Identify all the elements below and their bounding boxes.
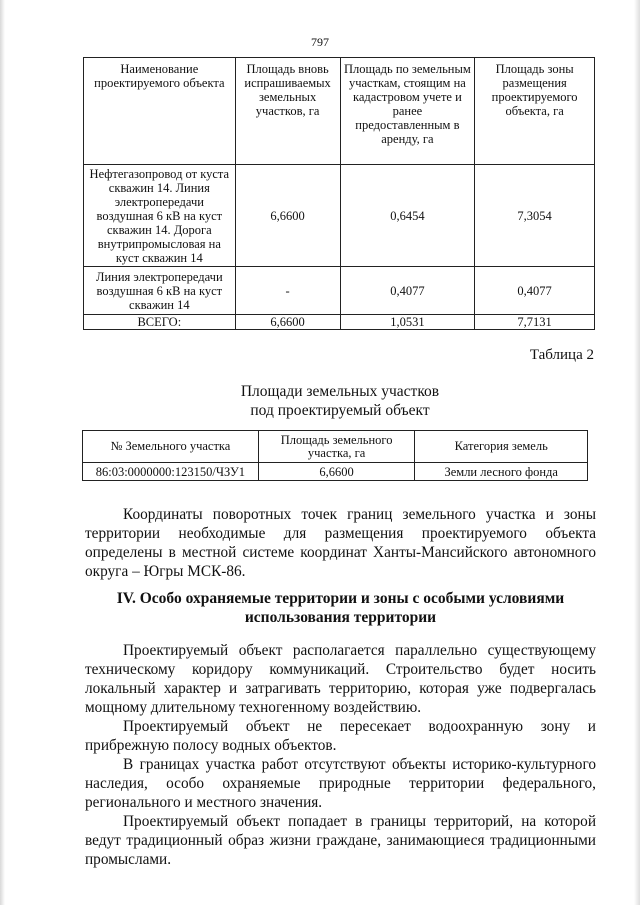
row-cadastral-area: 0,6454: [340, 165, 475, 267]
table-row: [83, 463, 588, 481]
total-cadastral-area: 1,0531: [340, 315, 475, 330]
table-header-row: [84, 58, 595, 165]
section-paragraph: Проектируемый объект попадает в границы территорий, на которой ведут традиционный образ жизни граждане, занимающиеся традиционными промыслами.: [85, 813, 596, 868]
plot-number: 86:03:0000000:123150/ЧЗУ1: [83, 463, 259, 481]
header-new-area: Площадь вновь испрашиваемых земельных участков, га: [235, 58, 340, 165]
row-zone-area: 0,4077: [475, 267, 595, 315]
row-cadastral-area: 0,4077: [340, 267, 475, 315]
coordinates-paragraph: Координаты поворотных точек границ земельного участка и зоны территории необходимые для размещения проектируемого объекта определены в местной системе координат Ханты-Мансийского автономного округа – Югры МСК-86.: [85, 506, 596, 580]
table-row: [84, 165, 595, 267]
section-paragraph: Проектируемый объект располагается параллельно существующему техническому коридору коммуникаций. Строительство будет носить локальный характер и затрагивать территорию, которая уже подвергалась мощному длительному техногенному воздействию.: [85, 642, 596, 716]
header-zone-area: Площадь зоны размещения проектируемого объекта, га: [475, 58, 595, 165]
section-heading: IV. Особо охраняемые территории и зоны с особыми условиями использования территории: [116, 590, 565, 626]
land-category: Земли лесного фонда: [415, 463, 588, 481]
row-zone-area: 7,3054: [475, 165, 595, 267]
row-new-area: 6,6600: [235, 165, 340, 267]
row-new-area: -: [235, 267, 340, 315]
table-header-row: [83, 431, 588, 463]
table-2-title-line1: Площади земельных участков: [240, 383, 440, 400]
table-2-title-line2: под проектируемый объект: [250, 402, 430, 419]
scan-left-edge: [0, 0, 5, 905]
table-2-label: Таблица 2: [529, 347, 594, 363]
land-area-table: [83, 57, 595, 330]
total-zone-area: 7,7131: [475, 315, 595, 330]
section-paragraph: В границах участка работ отсутствуют объекты историко-культурного наследия, особо охраняемые природные территории федерального, регионального и местного значения.: [85, 756, 596, 811]
land-plot-table: [82, 430, 588, 481]
table-row: [84, 267, 595, 315]
row-object-name: Нефтегазопровод от куста скважин 14. Линия электропередачи воздушная 6 кВ на куст скважин 14. Дорога внутрипромысловая на куст скважин 14: [84, 165, 236, 267]
header-object-name: Наименование проектируемого объекта: [84, 58, 236, 165]
section-paragraph: Проектируемый объект не пересекает водоохранную зону и прибрежную полосу водных объектов.: [85, 718, 596, 754]
scan-right-edge: [634, 0, 640, 905]
table-total-row: [84, 315, 595, 330]
header-plot-number: № Земельного участка: [83, 431, 259, 463]
total-label: ВСЕГО:: [84, 315, 236, 330]
page-number: 797: [311, 35, 329, 49]
plot-area: 6,6600: [258, 463, 415, 481]
header-cadastral-area: Площадь по земельным участкам, стоящим на кадастровом учете и ранее предоставленным в аренду, га: [340, 58, 475, 165]
total-new-area: 6,6600: [235, 315, 340, 330]
header-plot-area: Площадь земельного участка, га: [258, 431, 415, 463]
header-land-category: Категория земель: [415, 431, 588, 463]
row-object-name: Линия электропередачи воздушная 6 кВ на куст скважин 14: [84, 267, 236, 315]
